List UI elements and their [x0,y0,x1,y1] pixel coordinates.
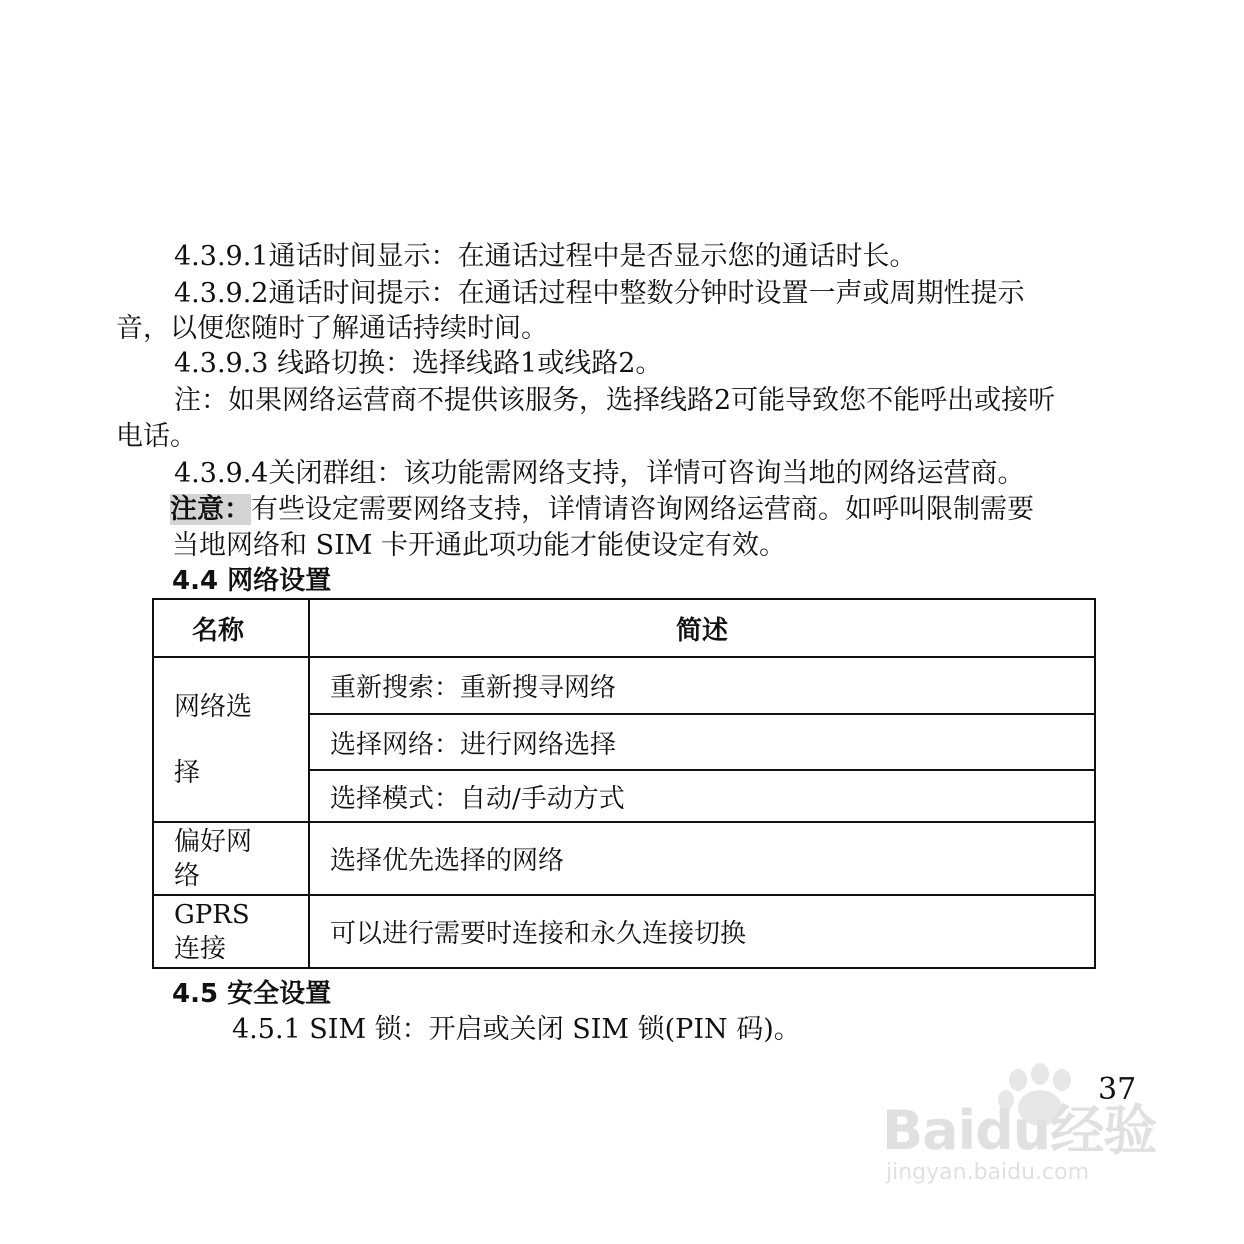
name-preferred-network [153,822,309,895]
table-row [153,657,1095,714]
desc-research: 重新搜索：重新搜寻网络 [309,657,1095,714]
attention-text: 有些设定需要网络支持，详情请咨询网络运营商。如呼叫限制需要 [251,494,1034,525]
attention-line2: 当地网络和 SIM 卡开通此项功能才能使设定有效。 [172,530,786,561]
header-desc: 简述 [309,599,1095,657]
name-line: 择 [174,757,201,788]
paragraph-4392-line1: 4.3.9.2通话时间提示：在通话过程中整数分钟时设置一声或周期性提示 [174,278,1025,309]
baidu-watermark [880,1060,1180,1200]
name-network-select [153,657,309,822]
table-row [153,822,1095,895]
desc-gprs: 可以进行需要时连接和永久连接切换 [309,895,1095,968]
watermark-brand: Baidu经验 [882,1099,1157,1162]
paragraph-451: 4.5.1 SIM 锁：开启或关闭 SIM 锁(PIN 码)。 [232,1014,801,1045]
name-line: 偏好网 [174,826,253,857]
section-heading-4-4: 4.4 网络设置 [172,566,332,596]
paragraph-4391: 4.3.9.1通话时间显示：在通话过程中是否显示您的通话时长。 [174,241,917,272]
desc-select-mode: 选择模式：自动/手动方式 [309,770,1095,822]
header-name: 名称 [153,599,309,657]
paragraph-4394: 4.3.9.4关闭群组：该功能需网络支持，详情可咨询当地的网络运营商。 [174,458,1025,489]
network-settings-table [152,598,1096,969]
paragraph-4392-line2: 音，以便您随时了解通话持续时间。 [116,313,548,344]
page-number: 37 [1098,1072,1137,1107]
name-line: 连接 [174,933,227,964]
note-line1: 注：如果网络运营商不提供该服务，选择线路2可能导致您不能呼出或接听 [174,385,1056,416]
desc-preferred-network: 选择优先选择的网络 [309,822,1095,895]
name-line: GPRS [174,899,250,930]
watermark-url: jingyan.baidu.com [886,1160,1090,1185]
name-gprs [153,895,309,968]
section-heading-4-5: 4.5 安全设置 [172,979,332,1009]
attention-line1 [170,493,1034,527]
table-header-row [153,599,1095,657]
attention-label: 注意： [170,494,251,525]
desc-select-network: 选择网络：进行网络选择 [309,714,1095,770]
name-line: 络 [174,860,201,891]
note-line2: 电话。 [116,421,197,452]
table-row [153,895,1095,968]
name-line: 网络选 [174,691,253,722]
paragraph-4393: 4.3.9.3 线路切换：选择线路1或线路2。 [174,348,663,379]
